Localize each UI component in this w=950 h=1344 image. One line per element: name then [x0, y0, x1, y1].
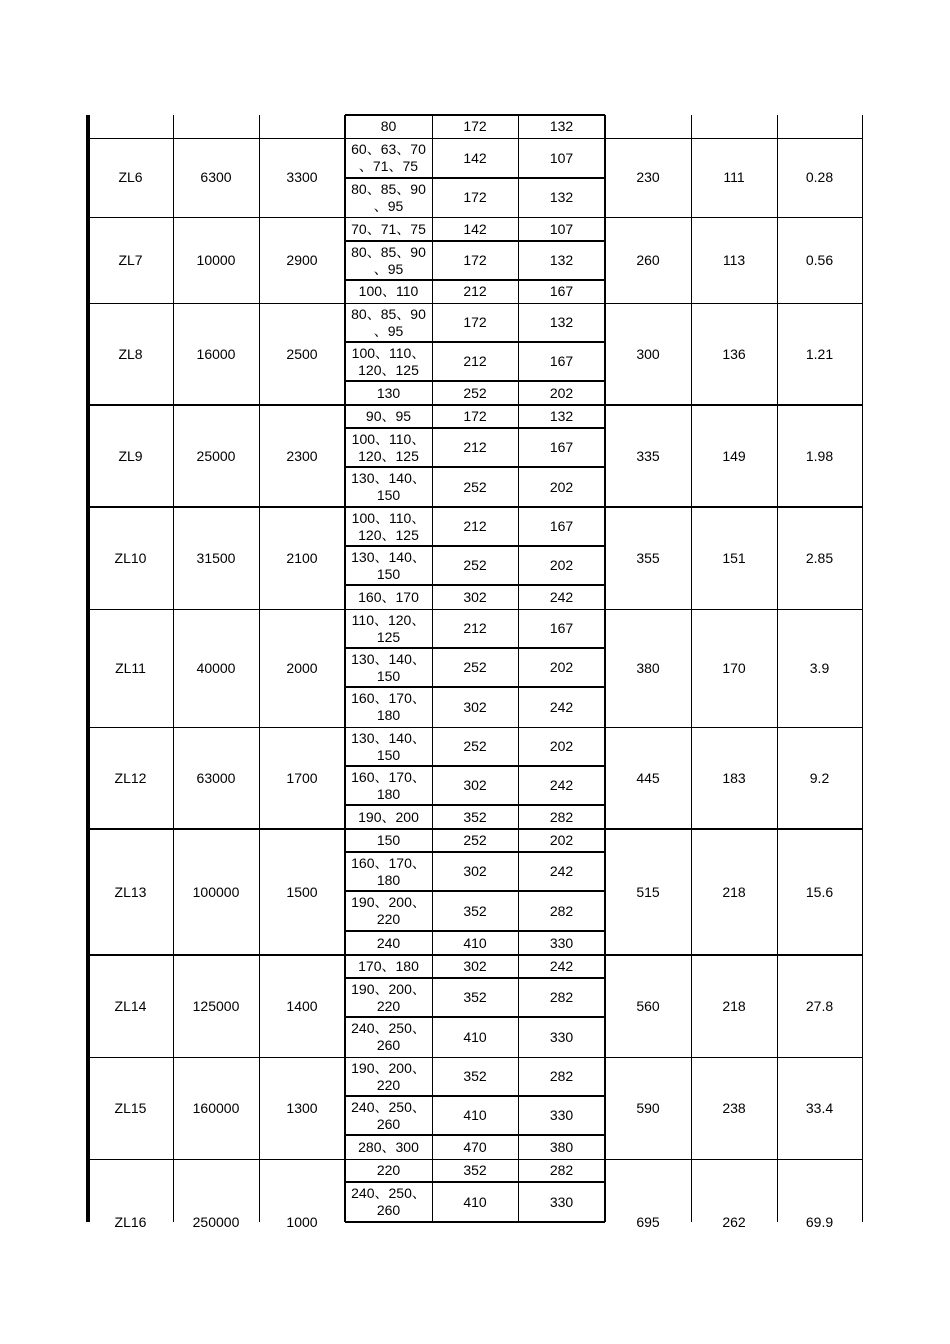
speed-cell: 3300	[286, 169, 318, 185]
bore-cell: 190、200	[358, 808, 419, 825]
subrow-rule	[345, 1095, 605, 1097]
subrow-rule	[345, 851, 605, 853]
length-cell: 410	[463, 934, 487, 951]
model-cell: ZL7	[118, 251, 143, 268]
subrow-rule	[345, 1134, 605, 1136]
diameter-cell: 695	[636, 1213, 660, 1230]
length-cell: 252	[463, 478, 487, 495]
length-cell: 380	[549, 1138, 574, 1155]
dimension-cell: 218	[722, 997, 746, 1014]
length-cell: 352	[463, 1162, 487, 1178]
model-cell: ZL12	[114, 769, 147, 786]
length-cell: 212	[463, 353, 487, 369]
dimension-cell: 238	[722, 1099, 746, 1116]
speed-cell: 2100	[286, 549, 318, 566]
subrow-rule	[345, 804, 605, 806]
length-cell: 202	[549, 738, 574, 754]
length-cell: 470	[463, 1138, 487, 1155]
bore-cell: 160、170	[358, 588, 419, 605]
length-cell: 167	[549, 620, 574, 636]
bore-cell: 280、300	[358, 1138, 419, 1155]
mass-cell: 1.98	[805, 447, 834, 464]
model-cell: ZL8	[118, 345, 143, 362]
model-cell: ZL15	[114, 1099, 147, 1116]
speed-cell: 1000	[286, 1213, 318, 1230]
length-cell: 212	[463, 518, 487, 534]
length-cell: 302	[463, 863, 487, 879]
bore-cell: 240、250、 260	[351, 1098, 426, 1132]
mass-cell: 3.9	[809, 659, 830, 676]
length-cell: 352	[463, 989, 487, 1005]
length-cell: 132	[549, 252, 574, 268]
bore-cell: 190、200、 220	[351, 980, 426, 1014]
length-cell: 242	[549, 588, 574, 605]
diameter-cell: 445	[636, 769, 660, 786]
torque-cell: 25000	[196, 447, 236, 464]
length-cell: 282	[549, 1162, 574, 1178]
speed-cell: 1500	[286, 883, 318, 900]
model-cell: ZL11	[115, 659, 146, 676]
bore-cell: 100、110、 120、125	[351, 430, 426, 464]
length-cell: 242	[549, 863, 574, 879]
length-cell: 410	[463, 1107, 487, 1123]
dimension-cell: 262	[722, 1213, 746, 1230]
subrow-rule	[345, 466, 605, 468]
length-cell: 202	[549, 557, 574, 573]
subrow-rule	[345, 890, 605, 892]
length-cell: 252	[463, 738, 487, 754]
bore-cell: 130、140、 150	[351, 650, 426, 684]
subrow-rule	[345, 177, 605, 179]
diameter-cell: 355	[636, 549, 660, 566]
speed-cell: 1300	[286, 1099, 318, 1116]
length-cell: 172	[463, 118, 487, 134]
model-cell: ZL9	[118, 447, 143, 464]
subrow-rule	[345, 240, 605, 242]
bore-cell: 170、180	[358, 958, 419, 974]
subrow-rule	[345, 584, 605, 586]
torque-cell: 40000	[196, 659, 236, 676]
length-cell: 242	[549, 958, 574, 974]
bore-cell: 100、110、 120、125	[351, 509, 426, 543]
bore-cell: 110、120、 125	[351, 611, 426, 645]
diameter-cell: 380	[636, 659, 660, 676]
length-cell: 302	[463, 777, 487, 793]
row-rule	[345, 114, 605, 116]
diameter-cell: 230	[636, 169, 660, 185]
mass-cell: 15.6	[805, 883, 834, 900]
length-cell: 167	[549, 283, 574, 299]
model-cell: ZL6	[118, 169, 143, 185]
mass-cell: 0.28	[805, 169, 834, 185]
length-cell: 302	[463, 698, 487, 715]
bore-cell: 130	[376, 384, 401, 401]
length-cell: 132	[549, 314, 574, 330]
model-cell: ZL13	[114, 883, 147, 900]
subrow-rule	[345, 1181, 605, 1183]
mass-cell: 0.56	[805, 251, 834, 268]
length-cell: 212	[463, 620, 487, 636]
dimension-cell: 218	[722, 883, 746, 900]
torque-cell: 100000	[192, 883, 240, 900]
dimension-cell: 149	[722, 447, 746, 464]
length-cell: 172	[463, 189, 487, 205]
bore-cell: 150	[376, 832, 401, 848]
bore-cell: 80、85、90 、95	[351, 180, 426, 214]
diameter-cell: 515	[636, 883, 660, 900]
torque-cell: 125000	[192, 997, 240, 1014]
length-cell: 202	[549, 384, 574, 401]
length-cell: 202	[549, 478, 574, 495]
dimension-cell: 151	[722, 549, 746, 566]
length-cell: 410	[463, 1193, 487, 1210]
subrow-rule	[345, 341, 605, 343]
length-cell: 282	[549, 989, 574, 1005]
bore-cell: 80、85、90 、95	[351, 243, 426, 277]
length-cell: 212	[463, 439, 487, 455]
bore-cell: 130、140、 150	[351, 729, 426, 763]
bore-cell: 160、170、 180	[351, 690, 426, 723]
length-cell: 107	[549, 220, 574, 237]
speed-cell: 2300	[286, 447, 318, 464]
dimension-cell: 170	[722, 659, 746, 676]
mass-cell: 2.85	[805, 549, 834, 566]
subrow-rule	[345, 427, 605, 429]
length-cell: 330	[549, 1107, 574, 1123]
length-cell: 352	[463, 1068, 487, 1084]
length-cell: 242	[549, 777, 574, 793]
dimension-cell: 183	[722, 769, 746, 786]
length-cell: 172	[463, 408, 487, 424]
bore-cell: 130、140、 150	[351, 470, 426, 503]
bore-cell: 190、200、 220	[351, 894, 426, 927]
bore-cell: 240、250、 260	[351, 1020, 426, 1053]
torque-cell: 10000	[196, 251, 236, 268]
length-cell: 172	[463, 252, 487, 268]
length-cell: 352	[463, 902, 487, 919]
length-cell: 410	[463, 1028, 487, 1045]
mass-cell: 69.9	[805, 1213, 834, 1230]
length-cell: 252	[463, 659, 487, 675]
length-cell: 167	[549, 439, 574, 455]
torque-cell: 63000	[196, 769, 236, 786]
length-cell: 330	[549, 934, 574, 951]
length-cell: 242	[549, 698, 574, 715]
length-cell: 132	[549, 189, 574, 205]
bore-cell: 240、250、 260	[351, 1185, 426, 1218]
diameter-cell: 590	[636, 1099, 660, 1116]
bore-cell: 90、95	[365, 408, 412, 424]
subrow-rule	[345, 686, 605, 688]
length-cell: 132	[549, 118, 574, 134]
diameter-cell: 260	[636, 251, 660, 268]
bore-cell: 80	[380, 118, 397, 134]
bore-cell: 100、110、 120、125	[351, 344, 426, 378]
subrow-rule	[345, 647, 605, 649]
subrow-rule	[345, 279, 605, 281]
length-cell: 282	[549, 902, 574, 919]
subrow-rule	[345, 545, 605, 547]
mass-cell: 1.21	[805, 345, 834, 362]
length-cell: 302	[463, 588, 487, 605]
speed-cell: 2500	[286, 345, 318, 362]
length-cell: 302	[463, 958, 487, 974]
bore-cell: 160、170、 180	[351, 854, 426, 888]
subrow-rule	[345, 1221, 605, 1223]
length-cell: 142	[463, 149, 487, 166]
length-cell: 167	[549, 518, 574, 534]
length-cell: 330	[549, 1193, 574, 1210]
model-cell: ZL10	[114, 549, 147, 566]
bore-cell: 100、110	[358, 283, 419, 299]
bore-cell: 130、140、 150	[351, 548, 426, 582]
length-cell: 212	[463, 283, 487, 299]
length-cell: 202	[549, 832, 574, 848]
length-cell: 282	[549, 1068, 574, 1084]
mass-cell: 33.4	[805, 1099, 834, 1116]
length-cell: 252	[463, 384, 487, 401]
speed-cell: 2900	[286, 251, 318, 268]
diameter-cell: 560	[636, 997, 660, 1014]
diameter-cell: 335	[636, 447, 660, 464]
bore-cell: 220	[376, 1162, 401, 1178]
bore-cell: 70、71、75	[351, 220, 426, 237]
torque-cell: 31500	[196, 549, 236, 566]
speed-cell: 1400	[286, 997, 318, 1014]
subrow-rule	[345, 977, 605, 979]
dimension-cell: 113	[722, 251, 746, 268]
bore-cell: 240	[376, 934, 401, 951]
length-cell: 132	[549, 408, 574, 424]
length-cell: 167	[549, 353, 574, 369]
torque-cell: 160000	[192, 1099, 240, 1116]
model-cell: ZL14	[114, 997, 147, 1014]
length-cell: 142	[463, 220, 487, 237]
mass-cell: 9.2	[809, 769, 830, 786]
length-cell: 352	[463, 808, 487, 825]
subrow-rule	[345, 930, 605, 932]
mass-cell: 27.8	[805, 997, 834, 1014]
model-cell: ZL16	[114, 1213, 147, 1230]
length-cell: 282	[549, 808, 574, 825]
torque-cell: 6300	[200, 169, 232, 185]
speed-cell: 1700	[286, 769, 318, 786]
subrow-rule	[345, 1016, 605, 1018]
subrow-rule	[345, 380, 605, 382]
length-cell: 252	[463, 832, 487, 848]
bore-cell: 190、200、 220	[351, 1059, 426, 1093]
length-cell: 107	[549, 149, 574, 166]
length-cell: 330	[549, 1028, 574, 1045]
dimension-cell: 111	[723, 169, 745, 185]
bore-cell: 60、63、70 、71、75	[351, 141, 426, 174]
bore-cell: 160、170、 180	[351, 768, 426, 802]
diameter-cell: 300	[636, 345, 660, 362]
dimension-cell: 136	[722, 345, 746, 362]
bore-cell: 80、85、90 、95	[351, 305, 426, 339]
speed-cell: 2000	[286, 659, 318, 676]
column-rule	[86, 115, 87, 1222]
length-cell: 202	[549, 659, 574, 675]
subrow-rule	[345, 765, 605, 767]
length-cell: 252	[463, 557, 487, 573]
torque-cell: 16000	[196, 345, 236, 362]
column-rule	[862, 115, 863, 1222]
torque-cell: 250000	[192, 1213, 240, 1230]
length-cell: 172	[463, 314, 487, 330]
